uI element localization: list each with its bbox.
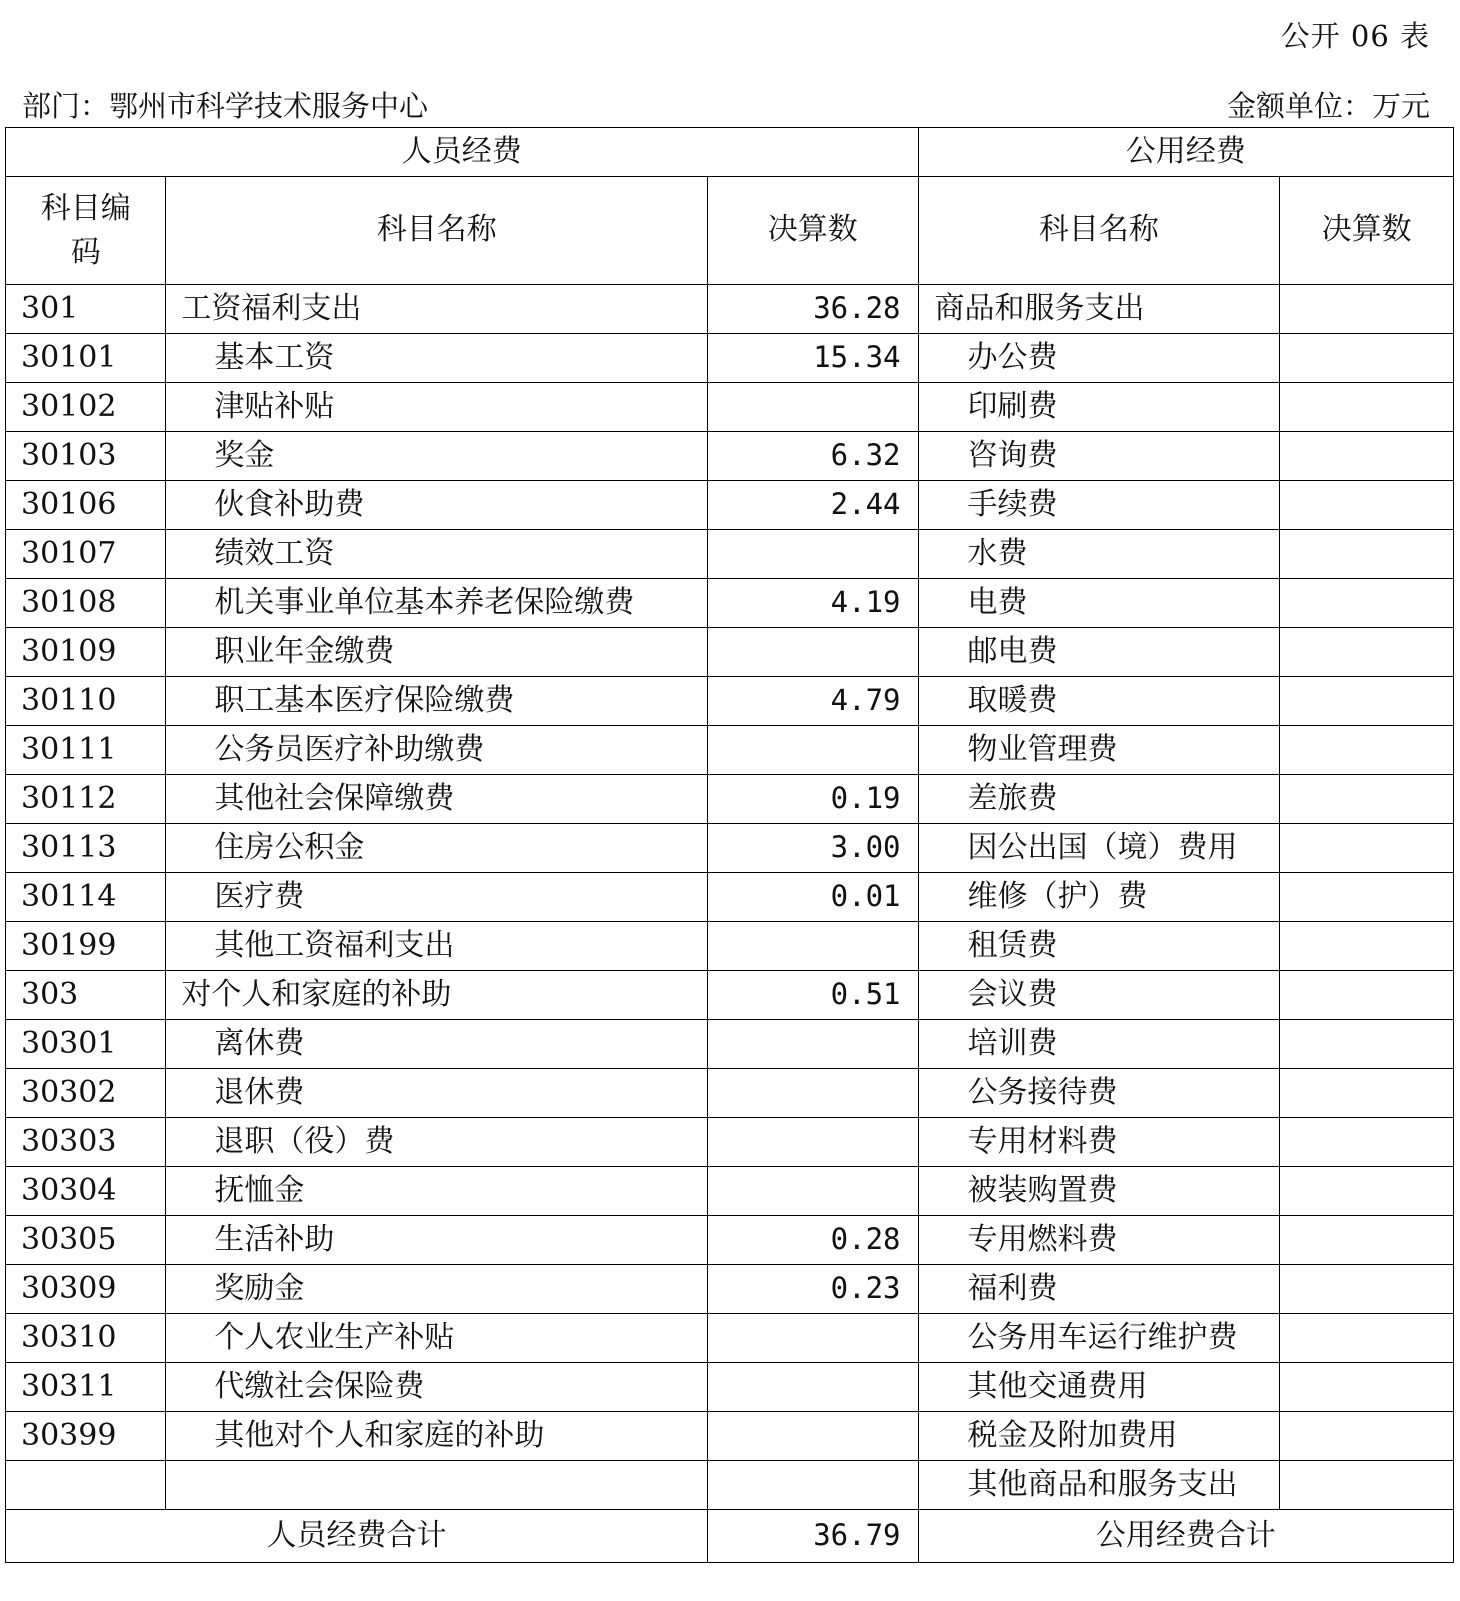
row-public-amount-cell	[1280, 530, 1454, 579]
row-code-cell: 30108	[6, 579, 166, 628]
row-amount-cell: 0.01	[708, 873, 919, 922]
row-name-cell: 住房公积金	[166, 824, 708, 873]
row-amount-cell	[708, 922, 919, 971]
row-public-name-cell: 培训费	[918, 1020, 1280, 1069]
row-public-amount-cell	[1280, 579, 1454, 628]
table-row	[6, 726, 1454, 775]
row-name-cell	[166, 1461, 708, 1510]
row-public-amount-cell	[1280, 1118, 1454, 1167]
row-code-cell: 30101	[6, 334, 166, 383]
row-public-name-cell: 因公出国（境）费用	[918, 824, 1280, 873]
table-row	[6, 971, 1454, 1020]
row-amount-cell	[708, 726, 919, 775]
row-name-cell: 绩效工资	[166, 530, 708, 579]
table-row	[6, 628, 1454, 677]
table-row	[6, 922, 1454, 971]
table-row	[6, 677, 1454, 726]
row-public-amount-cell	[1280, 285, 1454, 334]
row-public-name-cell: 水费	[918, 530, 1280, 579]
personnel-group-header: 人员经费	[6, 128, 919, 177]
row-code-cell: 30310	[6, 1314, 166, 1363]
row-name-cell: 退职（役）费	[166, 1118, 708, 1167]
row-public-name-cell: 印刷费	[918, 383, 1280, 432]
row-code-cell: 30199	[6, 922, 166, 971]
row-code-cell: 30114	[6, 873, 166, 922]
group-header-row	[6, 128, 1454, 177]
row-public-name-cell: 邮电费	[918, 628, 1280, 677]
row-amount-cell: 36.28	[708, 285, 919, 334]
row-amount-cell: 4.19	[708, 579, 919, 628]
table-row	[6, 530, 1454, 579]
row-amount-cell: 0.19	[708, 775, 919, 824]
row-public-name-cell: 其他商品和服务支出	[918, 1461, 1280, 1510]
row-amount-cell: 0.28	[708, 1216, 919, 1265]
row-public-name-cell: 专用材料费	[918, 1118, 1280, 1167]
public-name-column-header: 科目名称	[918, 177, 1280, 285]
row-code-cell: 30303	[6, 1118, 166, 1167]
row-name-cell: 生活补助	[166, 1216, 708, 1265]
row-name-cell: 工资福利支出	[166, 285, 708, 334]
row-public-name-cell: 公务接待费	[918, 1069, 1280, 1118]
row-public-name-cell: 福利费	[918, 1265, 1280, 1314]
table-row	[6, 1461, 1454, 1510]
row-code-cell: 30301	[6, 1020, 166, 1069]
row-public-name-cell: 物业管理费	[918, 726, 1280, 775]
row-name-cell: 代缴社会保险费	[166, 1363, 708, 1412]
row-name-cell: 职工基本医疗保险缴费	[166, 677, 708, 726]
row-public-amount-cell	[1280, 628, 1454, 677]
row-public-amount-cell	[1280, 334, 1454, 383]
row-public-name-cell: 差旅费	[918, 775, 1280, 824]
table-row	[6, 1118, 1454, 1167]
row-code-cell: 30109	[6, 628, 166, 677]
row-amount-cell	[708, 383, 919, 432]
row-name-cell: 对个人和家庭的补助	[166, 971, 708, 1020]
row-code-cell: 301	[6, 285, 166, 334]
row-code-cell: 30112	[6, 775, 166, 824]
row-public-amount-cell	[1280, 1167, 1454, 1216]
table-row	[6, 824, 1454, 873]
code-column-header	[6, 177, 166, 285]
row-amount-cell	[708, 1020, 919, 1069]
table-row	[6, 1167, 1454, 1216]
row-code-cell: 30309	[6, 1265, 166, 1314]
row-amount-cell	[708, 1314, 919, 1363]
row-public-amount-cell	[1280, 1216, 1454, 1265]
row-amount-cell: 3.00	[708, 824, 919, 873]
row-public-amount-cell	[1280, 775, 1454, 824]
row-code-cell: 30103	[6, 432, 166, 481]
row-amount-cell	[708, 628, 919, 677]
row-code-cell	[6, 1461, 166, 1510]
row-name-cell: 医疗费	[166, 873, 708, 922]
row-name-cell: 奖励金	[166, 1265, 708, 1314]
row-name-cell: 个人农业生产补贴	[166, 1314, 708, 1363]
amount-unit-label: 金额单位：万元	[1226, 89, 1430, 123]
row-amount-cell	[708, 530, 919, 579]
row-public-amount-cell	[1280, 922, 1454, 971]
row-code-cell: 303	[6, 971, 166, 1020]
table-row	[6, 1216, 1454, 1265]
table-row	[6, 1265, 1454, 1314]
row-public-name-cell: 租赁费	[918, 922, 1280, 971]
row-public-amount-cell	[1280, 1265, 1454, 1314]
name-column-header: 科目名称	[166, 177, 708, 285]
row-name-cell: 其他对个人和家庭的补助	[166, 1412, 708, 1461]
row-amount-cell	[708, 1461, 919, 1510]
row-amount-cell	[708, 1069, 919, 1118]
row-name-cell: 离休费	[166, 1020, 708, 1069]
table-row	[6, 1412, 1454, 1461]
row-public-amount-cell	[1280, 1363, 1454, 1412]
row-public-name-cell: 办公费	[918, 334, 1280, 383]
row-amount-cell	[708, 1167, 919, 1216]
table-row	[6, 1314, 1454, 1363]
row-code-cell: 30111	[6, 726, 166, 775]
row-public-amount-cell	[1280, 432, 1454, 481]
row-code-cell: 30106	[6, 481, 166, 530]
form-number: 公开 06 表	[1280, 19, 1430, 53]
row-code-cell: 30311	[6, 1363, 166, 1412]
row-code-cell: 30304	[6, 1167, 166, 1216]
row-public-name-cell: 专用燃料费	[918, 1216, 1280, 1265]
row-public-name-cell: 被装购置费	[918, 1167, 1280, 1216]
row-code-cell: 30113	[6, 824, 166, 873]
public-total-label: 公用经费合计	[918, 1510, 1453, 1563]
table-row	[6, 1363, 1454, 1412]
table-row	[6, 383, 1454, 432]
row-name-cell: 其他工资福利支出	[166, 922, 708, 971]
row-code-cell: 30107	[6, 530, 166, 579]
row-public-amount-cell	[1280, 1412, 1454, 1461]
row-public-amount-cell	[1280, 1020, 1454, 1069]
row-name-cell: 基本工资	[166, 334, 708, 383]
row-name-cell: 奖金	[166, 432, 708, 481]
amount-column-header: 决算数	[708, 177, 919, 285]
row-amount-cell	[708, 1412, 919, 1461]
row-code-cell: 30110	[6, 677, 166, 726]
personnel-total-amount: 36.79	[708, 1510, 919, 1563]
row-name-cell: 退休费	[166, 1069, 708, 1118]
table-row	[6, 481, 1454, 530]
table-row	[6, 432, 1454, 481]
row-amount-cell: 0.51	[708, 971, 919, 1020]
row-name-cell: 津贴补贴	[166, 383, 708, 432]
row-name-cell: 伙食补助费	[166, 481, 708, 530]
row-public-amount-cell	[1280, 1314, 1454, 1363]
row-public-name-cell: 商品和服务支出	[918, 285, 1280, 334]
public-amount-column-header: 决算数	[1280, 177, 1454, 285]
table-row	[6, 579, 1454, 628]
row-name-cell: 机关事业单位基本养老保险缴费	[166, 579, 708, 628]
row-public-name-cell: 电费	[918, 579, 1280, 628]
row-code-cell: 30102	[6, 383, 166, 432]
table-row	[6, 334, 1454, 383]
row-public-amount-cell	[1280, 383, 1454, 432]
row-code-cell: 30305	[6, 1216, 166, 1265]
table-row	[6, 1020, 1454, 1069]
column-header-row	[6, 177, 1454, 285]
row-public-amount-cell	[1280, 726, 1454, 775]
row-name-cell: 抚恤金	[166, 1167, 708, 1216]
row-public-name-cell: 其他交通费用	[918, 1363, 1280, 1412]
row-code-cell: 30399	[6, 1412, 166, 1461]
row-public-name-cell: 手续费	[918, 481, 1280, 530]
row-amount-cell: 6.32	[708, 432, 919, 481]
row-amount-cell: 4.79	[708, 677, 919, 726]
row-public-name-cell: 会议费	[918, 971, 1280, 1020]
row-amount-cell	[708, 1118, 919, 1167]
row-public-amount-cell	[1280, 873, 1454, 922]
row-public-amount-cell	[1280, 677, 1454, 726]
row-public-name-cell: 公务用车运行维护费	[918, 1314, 1280, 1363]
row-amount-cell	[708, 1363, 919, 1412]
code-header-text: 科目编码	[40, 191, 131, 270]
totals-row	[6, 1510, 1454, 1563]
row-public-amount-cell	[1280, 824, 1454, 873]
row-public-name-cell: 税金及附加费用	[918, 1412, 1280, 1461]
row-public-name-cell: 维修（护）费	[918, 873, 1280, 922]
expenditure-table	[5, 127, 1454, 1563]
row-public-amount-cell	[1280, 1461, 1454, 1510]
row-public-amount-cell	[1280, 971, 1454, 1020]
table-row	[6, 285, 1454, 334]
row-code-cell: 30302	[6, 1069, 166, 1118]
row-amount-cell: 2.44	[708, 481, 919, 530]
row-name-cell: 其他社会保障缴费	[166, 775, 708, 824]
table-row	[6, 873, 1454, 922]
row-public-amount-cell	[1280, 481, 1454, 530]
row-public-name-cell: 取暖费	[918, 677, 1280, 726]
personnel-total-label: 人员经费合计	[6, 1510, 708, 1563]
row-name-cell: 公务员医疗补助缴费	[166, 726, 708, 775]
public-group-header: 公用经费	[918, 128, 1453, 177]
row-amount-cell: 0.23	[708, 1265, 919, 1314]
table-row	[6, 775, 1454, 824]
table-row	[6, 1069, 1454, 1118]
department-label: 部门：鄂州市科学技术服务中心	[22, 89, 429, 123]
row-amount-cell: 15.34	[708, 334, 919, 383]
row-name-cell: 职业年金缴费	[166, 628, 708, 677]
row-public-amount-cell	[1280, 1069, 1454, 1118]
row-public-name-cell: 咨询费	[918, 432, 1280, 481]
